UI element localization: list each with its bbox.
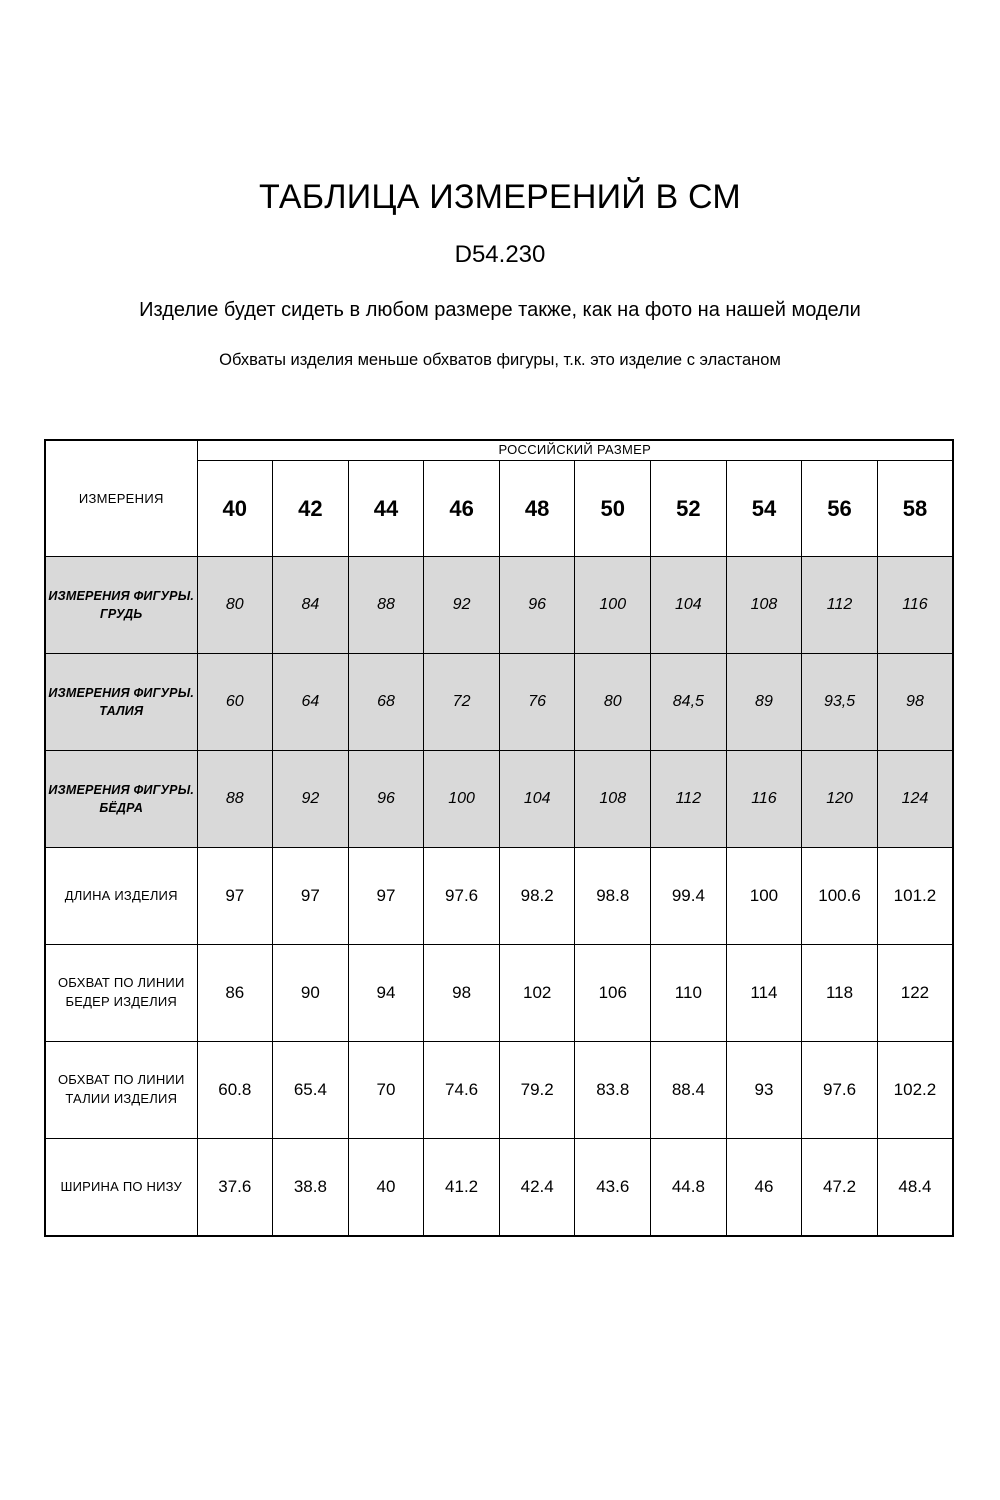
- cell-value: 102.2: [877, 1042, 953, 1139]
- row-label: ОБХВАТ ПО ЛИНИИ БЕДЕР ИЗДЕЛИЯ: [45, 945, 197, 1042]
- cell-value: 124: [877, 751, 953, 848]
- row-label: ДЛИНА ИЗДЕЛИЯ: [45, 848, 197, 945]
- size-group-row: [45, 440, 953, 461]
- table-head: [45, 440, 953, 557]
- cell-value: 114: [726, 945, 802, 1042]
- row-label: ОБХВАТ ПО ЛИНИИ ТАЛИИ ИЗДЕЛИЯ: [45, 1042, 197, 1139]
- size-header-54: 54: [726, 461, 802, 557]
- elastane-note: Обхваты изделия меньше обхватов фигуры, т.к. это изделие с эластаном: [219, 350, 781, 369]
- cell-value: 84: [273, 557, 349, 654]
- cell-value: 97: [273, 848, 349, 945]
- cell-value: 47.2: [802, 1139, 878, 1237]
- cell-value: 100: [575, 557, 651, 654]
- cell-value: 41.2: [424, 1139, 500, 1237]
- cell-value: 110: [651, 945, 727, 1042]
- cell-value: 96: [499, 557, 575, 654]
- cell-value: 86: [197, 945, 273, 1042]
- page-title: ТАБЛИЦА ИЗМЕРЕНИЙ В СМ: [259, 178, 741, 216]
- cell-value: 88: [348, 557, 424, 654]
- table-row: [45, 848, 953, 945]
- table-row: [45, 1139, 953, 1237]
- size-header-50: 50: [575, 461, 651, 557]
- table-row: [45, 654, 953, 751]
- cell-value: 112: [651, 751, 727, 848]
- cell-value: 84,5: [651, 654, 727, 751]
- cell-value: 97: [197, 848, 273, 945]
- cell-value: 90: [273, 945, 349, 1042]
- cell-value: 104: [499, 751, 575, 848]
- cell-value: 44.8: [651, 1139, 727, 1237]
- cell-value: 122: [877, 945, 953, 1042]
- cell-value: 108: [726, 557, 802, 654]
- cell-value: 118: [802, 945, 878, 1042]
- cell-value: 88: [197, 751, 273, 848]
- measurements-table: [44, 439, 954, 1237]
- cell-value: 68: [348, 654, 424, 751]
- cell-value: 79.2: [499, 1042, 575, 1139]
- cell-value: 72: [424, 654, 500, 751]
- cell-value: 108: [575, 751, 651, 848]
- size-header-56: 56: [802, 461, 878, 557]
- cell-value: 97: [348, 848, 424, 945]
- cell-value: 116: [877, 557, 953, 654]
- cell-value: 76: [499, 654, 575, 751]
- size-header-58: 58: [877, 461, 953, 557]
- row-label: ИЗМЕРЕНИЯ ФИГУРЫ. БЁДРА: [45, 751, 197, 848]
- size-group-header: РОССИЙСКИЙ РАЗМЕР: [197, 440, 953, 461]
- cell-value: 98.8: [575, 848, 651, 945]
- cell-value: 40: [348, 1139, 424, 1237]
- cell-value: 74.6: [424, 1042, 500, 1139]
- cell-value: 80: [197, 557, 273, 654]
- cell-value: 98: [877, 654, 953, 751]
- cell-value: 65.4: [273, 1042, 349, 1139]
- cell-value: 116: [726, 751, 802, 848]
- cell-value: 70: [348, 1042, 424, 1139]
- cell-value: 43.6: [575, 1139, 651, 1237]
- table-row: [45, 1042, 953, 1139]
- cell-value: 92: [424, 557, 500, 654]
- table-row: [45, 557, 953, 654]
- corner-header-label: ИЗМЕРЕНИЯ: [45, 440, 197, 557]
- row-label: ИЗМЕРЕНИЯ ФИГУРЫ. ТАЛИЯ: [45, 654, 197, 751]
- cell-value: 46: [726, 1139, 802, 1237]
- cell-value: 101.2: [877, 848, 953, 945]
- cell-value: 98: [424, 945, 500, 1042]
- fit-note: Изделие будет сидеть в любом размере также, как на фото на нашей модели: [139, 298, 861, 321]
- cell-value: 89: [726, 654, 802, 751]
- cell-value: 83.8: [575, 1042, 651, 1139]
- cell-value: 88.4: [651, 1042, 727, 1139]
- size-header-42: 42: [273, 461, 349, 557]
- cell-value: 60: [197, 654, 273, 751]
- cell-value: 94: [348, 945, 424, 1042]
- row-label: ИЗМЕРЕНИЯ ФИГУРЫ. ГРУДЬ: [45, 557, 197, 654]
- cell-value: 120: [802, 751, 878, 848]
- cell-value: 106: [575, 945, 651, 1042]
- size-header-48: 48: [499, 461, 575, 557]
- cell-value: 112: [802, 557, 878, 654]
- cell-value: 104: [651, 557, 727, 654]
- table-body: [45, 557, 953, 1237]
- cell-value: 92: [273, 751, 349, 848]
- cell-value: 48.4: [877, 1139, 953, 1237]
- table-row: [45, 751, 953, 848]
- cell-value: 96: [348, 751, 424, 848]
- cell-value: 42.4: [499, 1139, 575, 1237]
- cell-value: 98.2: [499, 848, 575, 945]
- cell-value: 60.8: [197, 1042, 273, 1139]
- product-code: D54.230: [454, 241, 546, 269]
- cell-value: 37.6: [197, 1139, 273, 1237]
- cell-value: 64: [273, 654, 349, 751]
- size-header-46: 46: [424, 461, 500, 557]
- cell-value: 100: [726, 848, 802, 945]
- cell-value: 97.6: [424, 848, 500, 945]
- size-header-44: 44: [348, 461, 424, 557]
- cell-value: 80: [575, 654, 651, 751]
- cell-value: 100: [424, 751, 500, 848]
- cell-value: 93: [726, 1042, 802, 1139]
- cell-value: 97.6: [802, 1042, 878, 1139]
- measurements-table-container: [44, 439, 952, 1237]
- cell-value: 99.4: [651, 848, 727, 945]
- table-row: [45, 945, 953, 1042]
- row-label: ШИРИНА ПО НИЗУ: [45, 1139, 197, 1237]
- size-header-40: 40: [197, 461, 273, 557]
- cell-value: 100.6: [802, 848, 878, 945]
- cell-value: 38.8: [273, 1139, 349, 1237]
- size-header-52: 52: [651, 461, 727, 557]
- cell-value: 93,5: [802, 654, 878, 751]
- cell-value: 102: [499, 945, 575, 1042]
